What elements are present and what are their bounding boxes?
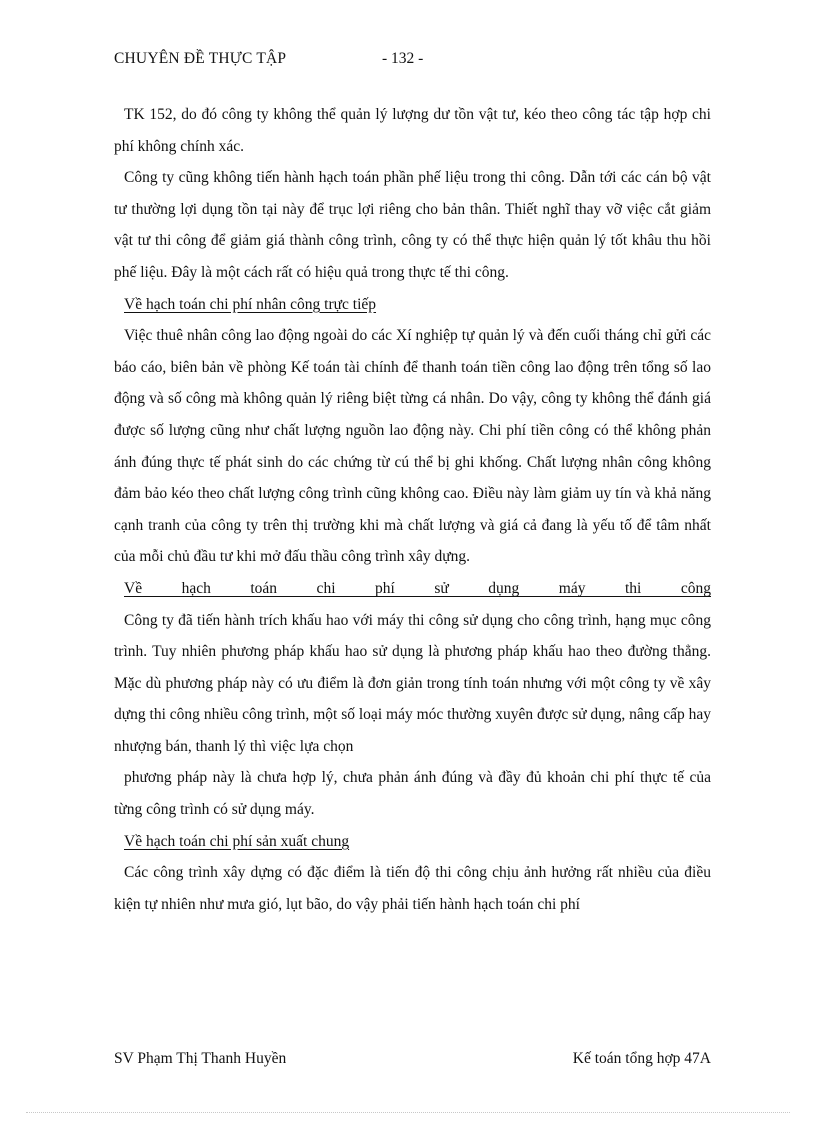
heading-overhead-cost-text: Về hạch toán chi phí sản xuất chung	[124, 832, 350, 850]
paragraph-2: Công ty cũng không tiến hành hạch toán phần phế liệu trong thi công. Dẫn tới các cán bộ vật tư thường lợi dụng tồn tại này để trục lợi riêng cho bản thân. Thiết nghĩ thay vỡ việc cắt giảm vật tư thi công để giảm giá thành công trình, công ty có thể thực hiện quản lý tốt khâu thu hồi phế liệu. Đây là một cách rất có hiệu quả trong thực tế thi công.	[114, 169, 711, 281]
paragraph-3: Việc thuê nhân công lao động ngoài do các Xí nghiệp tự quản lý và đến cuối tháng chỉ gửi các báo cáo, biên bản về phòng Kế toán tài chính để thanh toán tiền công lao động trên tổng số lao động và số công mà không quản lý riêng biệt từng cá nhân. Do vậy, công ty không thể đánh giá được số lượng cũng như chất lượng nguồn lao động này. Chi phí tiền công có thể không phản ánh đúng thực tế phát sinh do các chứng từ cú thể bị ghi khống. Chất lượng nhân công không đảm bảo kéo theo chất lượng công trình cũng không cao. Điều này làm giảm uy tín và khả năng cạnh tranh của công ty trên thị trường khi mà chất lượng và giá cả đang là yếu tố để tâm nhất của mỗi chủ đầu tư khi mở đấu thầu công trình xây dựng.	[114, 327, 711, 566]
class-name: Kế toán tổng hợp 47A	[572, 1050, 711, 1067]
page-footer	[114, 1050, 711, 1074]
heading-labor-cost-text: Về hạch toán chi phí nhân công trực tiếp	[124, 295, 377, 313]
page-number: - 132 -	[382, 50, 424, 67]
paragraph-4: Công ty đã tiến hành trích khấu hao với máy thi công sử dụng cho công trình, hạng mục công trình. Tuy nhiên phương pháp khấu hao sử dụng là phương pháp khấu hao theo đường thẳng. Mặc dù phương pháp này có ưu điểm là đơn giản trong tính toán nhưng với một công ty về xây dựng thi công nhiều công trình, một số loại máy móc thường xuyên được sử dụng, nâng cấp hay nhượng bán, thanh lý thì việc lựa chọn	[114, 611, 711, 755]
page-header	[114, 50, 714, 74]
paragraph-5: phương pháp này là chưa hợp lý, chưa phản ánh đúng và đầy đủ khoản chi phí thực tế của từng công trình có sử dụng máy.	[114, 769, 711, 819]
heading-machine-cost: Về hạch toán chi phí sử dụng máy thi công	[124, 579, 711, 597]
document-body	[114, 99, 711, 920]
paragraph-6: Các công trình xây dựng có đặc điểm là tiến độ thi công chịu ảnh hưởng rất nhiều của điều kiện tự nhiên như mưa gió, lụt bão, do vậy phải tiến hành hạch toán chi phí	[114, 864, 711, 913]
heading-labor-cost	[114, 289, 711, 321]
page-bottom-divider	[26, 1112, 790, 1113]
document-title: CHUYÊN ĐỀ THỰC TẬP	[114, 50, 287, 67]
paragraph-1: TK 152, do đó công ty không thể quản lý lượng dư tồn vật tư, kéo theo công tác tập hợp chi phí không chính xác.	[114, 106, 711, 155]
student-name: SV Phạm Thị Thanh Huyền	[114, 1050, 287, 1067]
heading-overhead-cost	[114, 826, 711, 858]
